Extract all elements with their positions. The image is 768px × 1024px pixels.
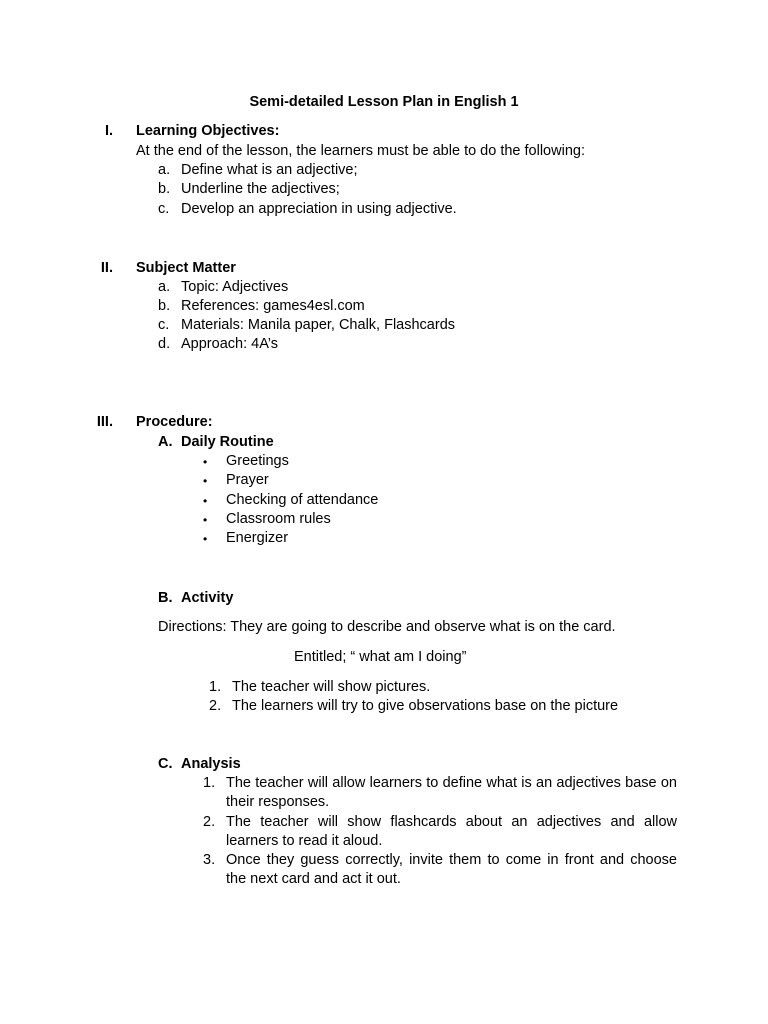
- subsection-heading: Activity: [181, 590, 234, 606]
- list-item-marker: 1.: [203, 775, 216, 791]
- list-item: Approach: 4A’s: [181, 336, 278, 352]
- list-item-marker: 3.: [203, 852, 216, 868]
- list-item: Checking of attendance: [226, 492, 379, 508]
- list-item: Prayer: [226, 472, 269, 488]
- subsection-marker: C.: [158, 756, 173, 772]
- section-intro: At the end of the lesson, the learners must be able to do the following:: [136, 143, 585, 159]
- list-item: Classroom rules: [226, 511, 331, 527]
- list-item-marker: 2.: [209, 698, 222, 714]
- list-item: The teacher will show flashcards about an adjectives and allow learners to read it aloud.: [226, 814, 677, 849]
- section-heading: Subject Matter: [136, 260, 236, 276]
- list-item-marker: d.: [158, 336, 171, 352]
- list-item-marker: a.: [158, 162, 171, 178]
- bullet-icon: •: [203, 474, 208, 488]
- section-heading: Procedure:: [136, 414, 213, 430]
- list-item: Energizer: [226, 530, 289, 546]
- list-item: Topic: Adjectives: [181, 279, 289, 295]
- section-heading: Learning Objectives:: [136, 123, 280, 139]
- list-item-marker: c.: [158, 201, 170, 217]
- list-item: Greetings: [226, 453, 289, 469]
- subsection-marker: B.: [158, 590, 173, 606]
- list-item-marker: a.: [158, 279, 171, 295]
- section-numeral: III.: [96, 414, 113, 430]
- directions-text: Directions: They are going to describe and observe what is on the card.: [158, 619, 616, 635]
- page-title: Semi-detailed Lesson Plan in English 1: [249, 94, 519, 110]
- section-numeral: I.: [104, 123, 113, 139]
- bullet-icon: •: [203, 513, 208, 527]
- list-item-marker: 1.: [209, 679, 222, 695]
- list-item-marker: 2.: [203, 814, 216, 830]
- list-item-marker: b.: [158, 181, 171, 197]
- subsection-heading: Analysis: [181, 756, 241, 772]
- list-item: Underline the adjectives;: [181, 181, 340, 197]
- bullet-icon: •: [203, 455, 208, 469]
- list-item: Materials: Manila paper, Chalk, Flashcards: [181, 317, 456, 333]
- list-item: The learners will try to give observations base on the picture: [232, 698, 619, 714]
- list-item: The teacher will allow learners to define what is an adjectives base on their responses.: [226, 775, 677, 810]
- list-item-marker: c.: [158, 317, 170, 333]
- list-item: Develop an appreciation in using adjective.: [181, 201, 457, 217]
- subsection-heading: Daily Routine: [181, 434, 274, 450]
- entitled-text: Entitled; “ what am I doing”: [294, 649, 467, 665]
- list-item: Define what is an adjective;: [181, 162, 358, 178]
- bullet-icon: •: [203, 532, 208, 546]
- list-item: The teacher will show pictures.: [232, 679, 431, 695]
- list-item: Once they guess correctly, invite them to come in front and choose the next card and act it out.: [226, 852, 677, 887]
- list-item-marker: b.: [158, 298, 171, 314]
- bullet-icon: •: [203, 494, 208, 508]
- subsection-marker: A.: [158, 434, 173, 450]
- list-item: References: games4esl.com: [181, 298, 365, 314]
- section-numeral: II.: [100, 260, 113, 276]
